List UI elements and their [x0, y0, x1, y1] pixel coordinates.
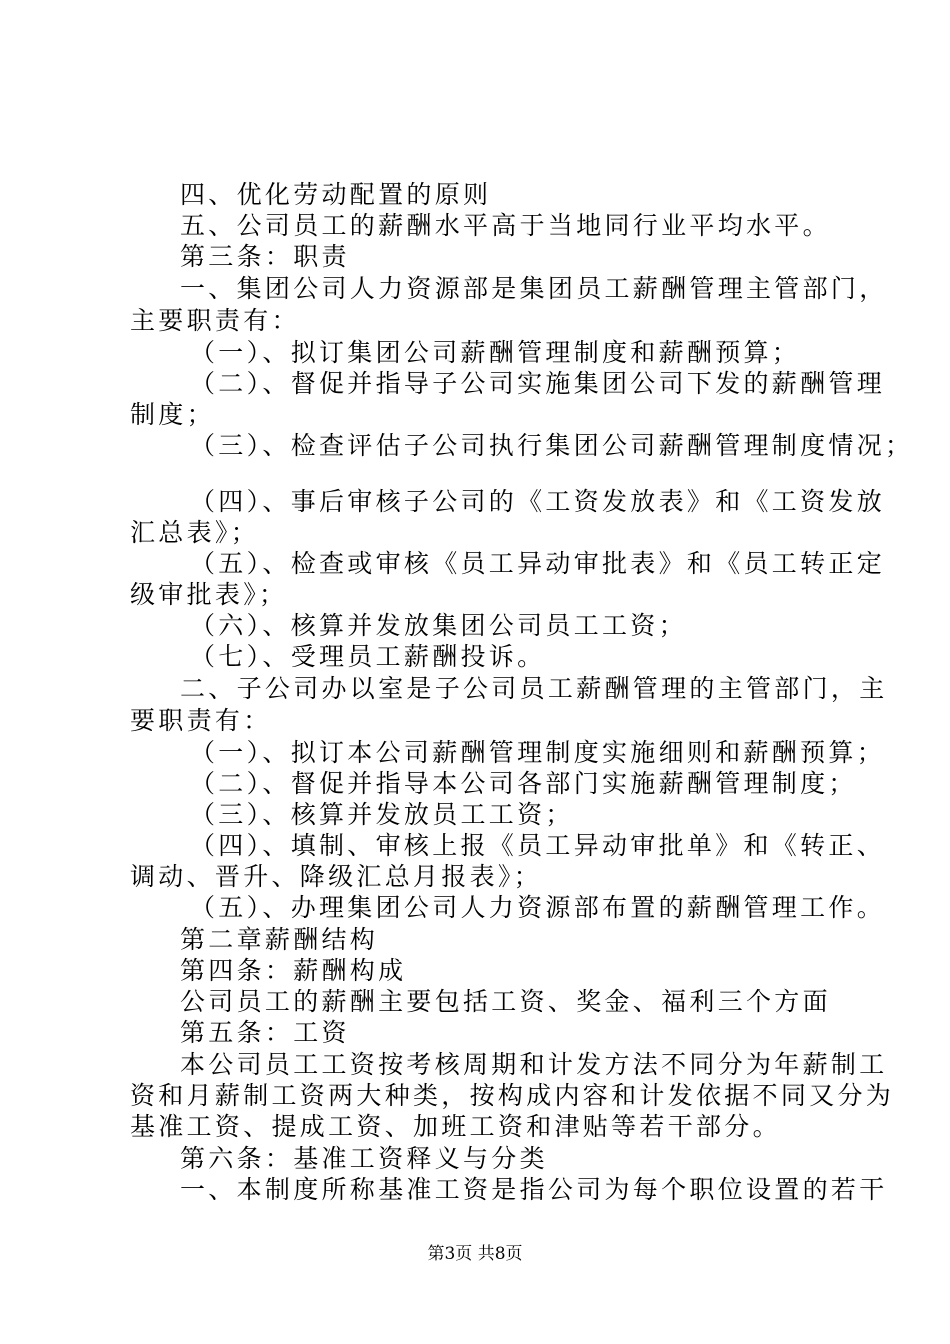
- text-line: 主要职责有：: [130, 306, 300, 335]
- text-line: 二、子公司办以室是子公司员工薪酬管理的主管部门，主: [180, 674, 888, 703]
- text-line: 五、公司员工的薪酬水平高于当地同行业平均水平。: [180, 211, 831, 240]
- text-line: 制度；: [130, 400, 215, 429]
- text-line: （五）、办理集团公司人力资源部布置的薪酬管理工作。: [190, 893, 886, 922]
- page-footer: 第3页 共8页: [427, 1244, 523, 1264]
- text-line: 第二章薪酬结构: [180, 925, 379, 954]
- text-line: （三）、检查评估子公司执行集团公司薪酬管理制度情况；: [190, 431, 914, 460]
- text-line: （四）、填制、审核上报《员工异动审批单》和《转正、: [190, 831, 886, 860]
- text-line: 第四条：薪酬构成: [180, 956, 407, 985]
- text-line: （六）、核算并发放集团公司员工工资；: [190, 611, 687, 640]
- text-line: （二）、督促并指导子公司实施集团公司下发的薪酬管理: [190, 369, 886, 398]
- text-line: 第五条：工资: [180, 1018, 350, 1047]
- text-line: （一）、拟订本公司薪酬管理制度实施细则和薪酬预算；: [190, 738, 886, 767]
- text-line: 第三条：职责: [180, 242, 350, 271]
- text-line: 级审批表》；: [130, 580, 288, 609]
- text-line: （五）、检查或审核《员工异动审批表》和《员工转正定: [190, 549, 886, 578]
- text-line: 一、本制度所称基准工资是指公司为每个职位设置的若干: [180, 1175, 888, 1204]
- text-line: （七）、受理员工薪酬投诉。: [190, 642, 546, 671]
- text-line: 要职责有：: [130, 706, 272, 735]
- text-line: 第六条：基准工资释义与分类: [180, 1144, 548, 1173]
- text-line: 本公司员工工资按考核周期和计发方法不同分为年薪制工: [180, 1050, 888, 1079]
- text-line: （二）、督促并指导本公司各部门实施薪酬管理制度；: [190, 769, 857, 798]
- text-line: 汇总表》；: [130, 518, 260, 547]
- text-line: 资和月薪制工资两大种类，按构成内容和计发依据不同又分为: [130, 1081, 895, 1110]
- text-line: 调动、晋升、降级汇总月报表》；: [130, 862, 543, 891]
- text-line: 公司员工的薪酬主要包括工资、奖金、福利三个方面: [180, 987, 831, 1016]
- text-line: 一、集团公司人力资源部是集团员工薪酬管理主管部门，: [180, 274, 888, 303]
- text-line: （三）、核算并发放员工工资；: [190, 800, 574, 829]
- text-line: （一）、拟订集团公司薪酬管理制度和薪酬预算；: [190, 338, 801, 367]
- text-line: 基准工资、提成工资、加班工资和津贴等若干部分。: [130, 1112, 781, 1141]
- text-line: 四、优化劳动配置的原则: [180, 180, 492, 209]
- text-line: （四）、事后审核子公司的《工资发放表》和《工资发放: [190, 487, 886, 516]
